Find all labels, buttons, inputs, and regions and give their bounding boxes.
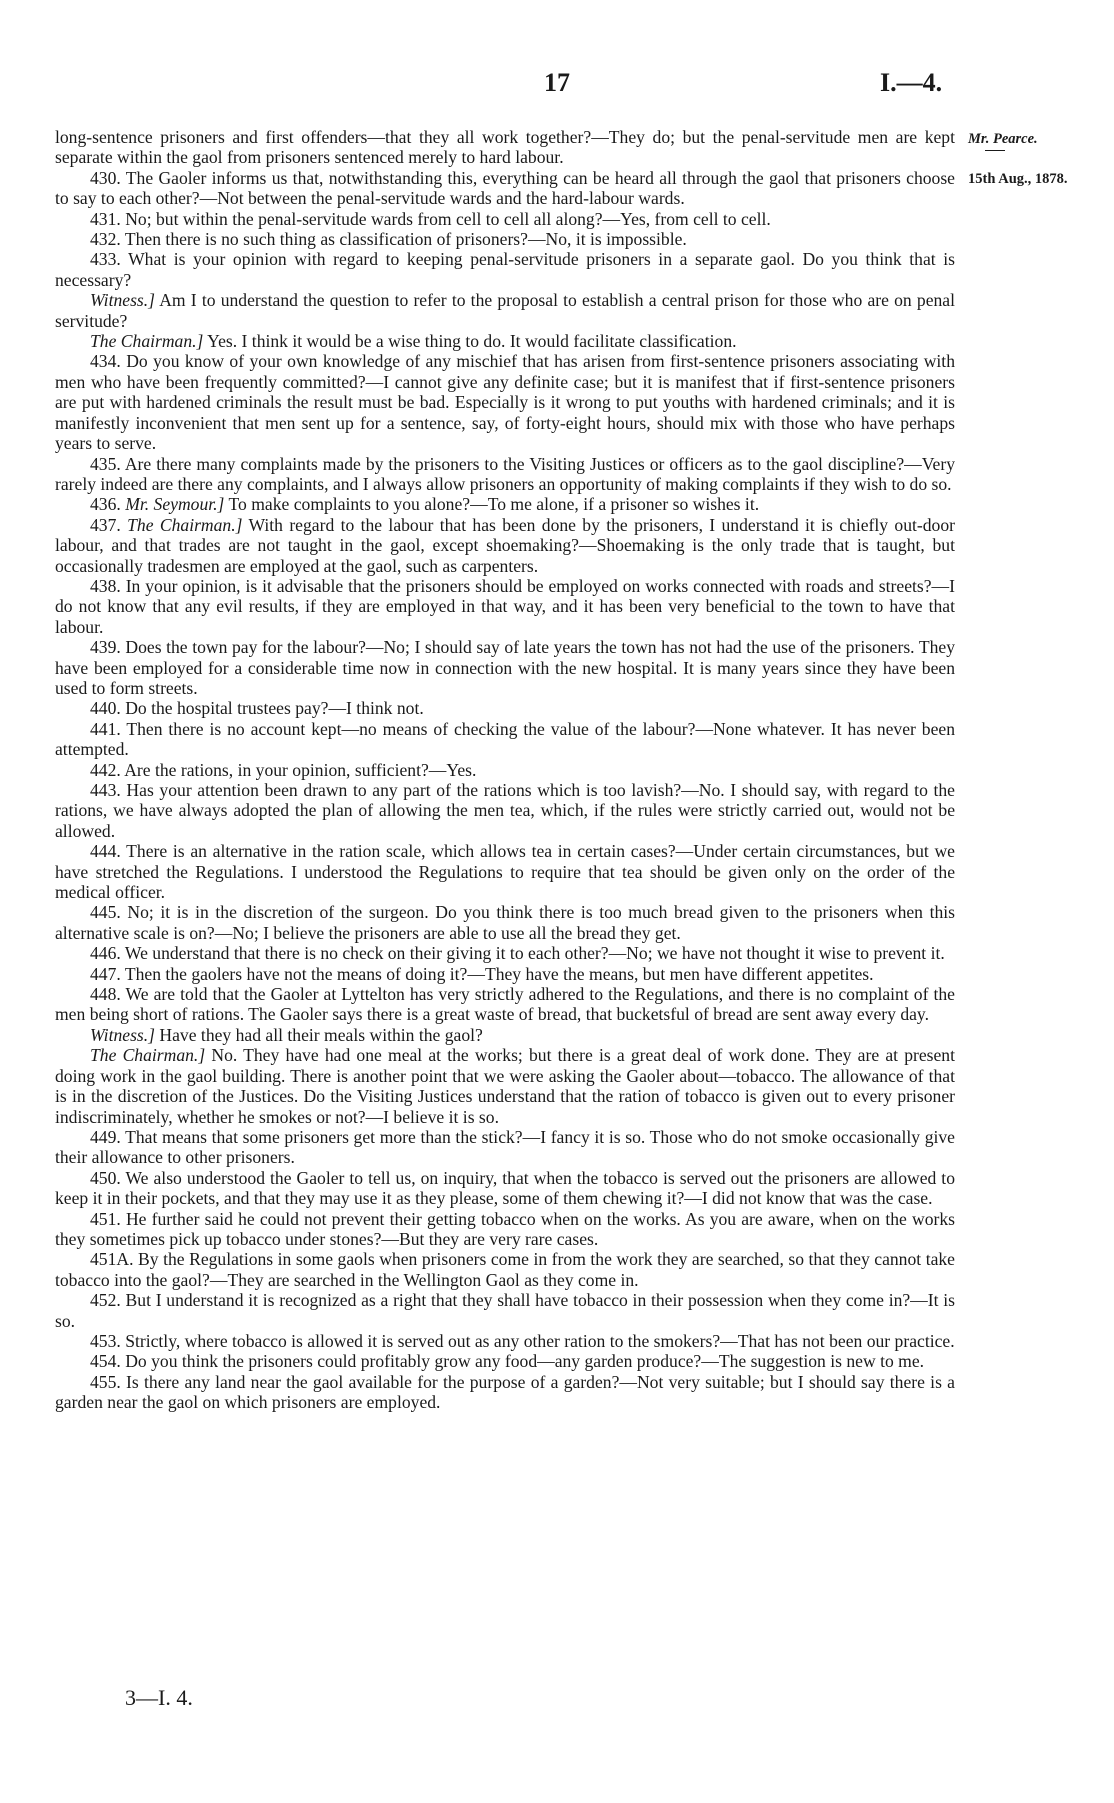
paragraph bbox=[55, 719, 955, 760]
margin-rule bbox=[985, 150, 1005, 151]
question-number: 445. bbox=[90, 902, 121, 923]
question-number: 454. bbox=[90, 1351, 121, 1372]
paragraph bbox=[55, 454, 955, 495]
question-number: 455. bbox=[90, 1371, 121, 1392]
paragraph bbox=[55, 494, 955, 514]
footer-signature-code: 3—I. 4. bbox=[125, 1685, 193, 1710]
document-code: I.—4. bbox=[880, 68, 943, 97]
speaker-label: The Chairman.] bbox=[127, 514, 243, 535]
paragraph-text: With regard to the labour that has been done by the prisoners, I understand it is chiefly out-door labour, and that trades are not taught in the gaol, except shoemaking?—Shoemaking is the only trade that is taught, but occasionally tradesmen are employed at the gaol, such as carpenters. bbox=[55, 514, 955, 576]
question-number: 437. bbox=[90, 514, 121, 535]
speaker-label: Witness.] bbox=[90, 1024, 156, 1045]
paragraph bbox=[55, 1209, 955, 1250]
question-number: 438. bbox=[90, 575, 121, 596]
paragraph-text: Am I to understand the question to refer to the proposal to establish a central prison for those who are on penal servitude? bbox=[55, 290, 955, 331]
paragraph-text: Have they had all their meals within the gaol? bbox=[155, 1024, 483, 1045]
paragraph bbox=[55, 1331, 955, 1351]
paragraph bbox=[55, 290, 955, 331]
paragraph bbox=[55, 964, 955, 984]
question-number: 433. bbox=[90, 249, 121, 270]
page-number: 17 bbox=[544, 68, 570, 97]
paragraph-text: Then the gaolers have not the means of doing it?—They have the means, but men have different appetites. bbox=[120, 963, 874, 984]
question-number: 430. bbox=[90, 167, 121, 188]
paragraph-text: Do the hospital trustees pay?—I think not. bbox=[120, 698, 424, 719]
paragraph-text: The Gaoler informs us that, notwithstanding this, everything can be heard all through the gaol that prisoners choose to say to each other?—Not between the penal-servitude wards and the hard-labour wards. bbox=[55, 167, 955, 209]
paragraph-text: That means that some prisoners get more than the stick?—I fancy it is so. Those who do not smoke occasionally give their allowance to other prisoners. bbox=[55, 1126, 955, 1168]
question-number: 448. bbox=[90, 984, 121, 1005]
paragraph-text: In your opinion, is it advisable that the prisoners should be employed on works connected with roads and streets?—I do not know that any evil results, if they are employed in that way, and it has been very beneficial to the town to have that labour. bbox=[55, 575, 955, 637]
paragraph bbox=[55, 1290, 955, 1331]
paragraph bbox=[55, 576, 955, 637]
paragraph bbox=[55, 637, 955, 698]
question-number: 431. bbox=[90, 208, 121, 229]
paragraph bbox=[55, 351, 955, 453]
question-number: 440. bbox=[90, 698, 121, 719]
paragraph-text: No; it is in the discretion of the surgeon. Do you think there is too much bread given to the prisoners when this alternative scale is on?—No; I believe the prisoners are able to use all the bread they get. bbox=[55, 902, 955, 943]
question-number: 441. bbox=[90, 718, 121, 739]
paragraph-text: No; but within the penal-servitude wards from cell to cell all along?—Yes, from cell to cell. bbox=[120, 208, 771, 229]
margin-date: 15th Aug., 1878. bbox=[968, 171, 1068, 187]
paragraph bbox=[55, 331, 955, 351]
paragraph bbox=[55, 209, 955, 229]
paragraph bbox=[55, 1045, 955, 1127]
question-number: 449. bbox=[90, 1126, 121, 1147]
paragraph-text: We also understood the Gaoler to tell us, on inquiry, that when the tobacco is served out the prisoners are allowed to keep it in their pockets, and that they may use it as they please, some of them chewing it?—I did not know that was the case. bbox=[55, 1167, 955, 1209]
paragraph-text: We are told that the Gaoler at Lyttelton has very strictly adhered to the Regulations, and there is no complaint of the men being short of rations. The Gaoler says there is a great waste of bread, that bucketsful of bread are sent away every day. bbox=[55, 984, 955, 1025]
paragraph bbox=[55, 229, 955, 249]
paragraph-text: Has your attention been drawn to any part of the rations which is too lavish?—No. I should say, with regard to the rations, we have always adopted the plan of allowing the men tea, which, if the rules were strictly carried out, would not be allowed. bbox=[55, 780, 955, 841]
paragraph-text: What is your opinion with regard to keeping penal-servitude prisoners in a separate gaol. Do you think that is necessary? bbox=[55, 249, 955, 290]
paragraph-text: Are the rations, in your opinion, sufficient?—Yes. bbox=[120, 759, 477, 780]
paragraph-text: Then there is no account kept—no means of checking the value of the labour?—None whatever. It has never been attempted. bbox=[55, 718, 955, 760]
paragraph bbox=[55, 515, 955, 576]
paragraph bbox=[55, 780, 955, 841]
question-number: 443. bbox=[90, 780, 121, 800]
paragraph-text: Is there any land near the gaol available for the purpose of a garden?—Not very suitable; but I should say there is a garden near the gaol on which prisoners are employed. bbox=[55, 1371, 955, 1413]
paragraph bbox=[55, 1249, 955, 1290]
paragraph bbox=[55, 1127, 955, 1168]
paragraph-text: To make complaints to you alone?—To me alone, if a prisoner so wishes it. bbox=[224, 494, 760, 515]
paragraph bbox=[55, 1372, 955, 1413]
paragraph bbox=[55, 1025, 955, 1045]
question-number: 447. bbox=[90, 963, 121, 984]
paragraph bbox=[55, 249, 955, 290]
paragraph bbox=[55, 984, 955, 1025]
paragraph-text: Strictly, where tobacco is allowed it is served out as any other ration to the smokers?—That has not been our practice. bbox=[120, 1330, 955, 1351]
paragraph-text: No. They have had one meal at the works; but there is a great deal of work done. They are at present doing work in the gaol building. There is another point that we were asking the Gaoler about—tobacco. The allowance of that is in the discretion of the Justices. Do the Visiting Justices understand that the ration of tobacco is given out to every prisoner indiscriminately, whether he smokes or not?—I believe it is so. bbox=[55, 1045, 955, 1127]
question-number: 432. bbox=[90, 229, 121, 250]
paragraph-text: Does the town pay for the labour?—No; I should say of late years the town has not had the use of the prisoners. They have been employed for a considerable time now in connection with the new hospital. It is many years since they have been used to form streets. bbox=[55, 637, 955, 698]
paragraph bbox=[55, 168, 955, 209]
speaker-label: The Chairman.] bbox=[90, 331, 204, 352]
paragraph-text: Do you know of your own knowledge of any mischief that has arisen from first-sentence prisoners associating with men who have been frequently committed?—I cannot give any definite case; but it is manifest that if first-sentence prisoners are put with hardened criminals the result must be bad. Especially is it wrong to put youths with hardened criminals; and it is manifestly inconvenient that men sent up for a sentence, say, of forty-eight hours, should mix with those who have perhaps years to serve. bbox=[55, 351, 955, 454]
question-number: 434. bbox=[90, 351, 121, 372]
question-number: 453. bbox=[90, 1330, 121, 1351]
question-number: 444. bbox=[90, 841, 121, 862]
paragraph-text: He further said he could not prevent their getting tobacco when on the works. As you are aware, when on the works they sometimes pick up tobacco under stones?—But they are very rare cases. bbox=[55, 1208, 955, 1249]
question-number: 452. bbox=[90, 1290, 121, 1311]
question-number: 450. bbox=[90, 1167, 121, 1188]
paragraph bbox=[55, 902, 955, 943]
body-text bbox=[55, 127, 955, 1413]
paragraph-text: We understand that there is no check on their giving it to each other?—No; we have not thought it wise to prevent it. bbox=[120, 943, 945, 964]
question-number: 439. bbox=[90, 637, 121, 658]
paragraph bbox=[55, 943, 955, 963]
paragraph bbox=[55, 698, 955, 718]
question-number: 435. bbox=[90, 453, 121, 474]
question-number: 451. bbox=[90, 1208, 121, 1229]
paragraph-text: Then there is no such thing as classification of prisoners?—No, it is impossible. bbox=[120, 229, 687, 250]
question-number: 442. bbox=[90, 759, 121, 780]
paragraph-text: Are there many complaints made by the prisoners to the Visiting Justices or officers as to the gaol discipline?—Very rarely indeed are there any complaints, and I always allow prisoners an opportunity of making complaints if they wish to do so. bbox=[55, 453, 955, 494]
paragraph-text: Do you think the prisoners could profitably grow any food—any garden produce?—The suggestion is new to me. bbox=[120, 1351, 925, 1372]
paragraph bbox=[55, 1351, 955, 1371]
speaker-label: Mr. Seymour.] bbox=[125, 494, 225, 515]
speaker-label: Witness.] bbox=[90, 290, 156, 311]
speaker-label: The Chairman.] bbox=[90, 1045, 206, 1066]
paragraph bbox=[55, 127, 955, 168]
paragraph-text: long-sentence prisoners and first offenders—that they all work together?—They do; but the penal-servitude men are kept separate within the gaol from prisoners sentenced merely to hard labour. bbox=[55, 127, 955, 168]
question-number: 446. bbox=[90, 943, 121, 964]
paragraph-text: But I understand it is recognized as a right that they shall have tobacco in their possession when they come in?—It is so. bbox=[55, 1290, 955, 1331]
margin-witness-name: Mr. Pearce. bbox=[968, 131, 1038, 147]
question-number: 436. bbox=[90, 494, 121, 515]
paragraph-text: By the Regulations in some gaols when prisoners come in from the work they are searched, so that they cannot take tobacco into the gaol?—They are searched in the Wellington Gaol as they come in. bbox=[55, 1249, 955, 1290]
paragraph bbox=[55, 841, 955, 902]
paragraph-text: Yes. I think it would be a wise thing to do. It would facilitate classification. bbox=[203, 331, 737, 352]
paragraph bbox=[55, 1168, 955, 1209]
paragraph-text: There is an alternative in the ration scale, which allows tea in certain cases?—Under certain circumstances, but we have stretched the Regulations. I understood the Regulations to require that tea should be given only on the order of the medical officer. bbox=[55, 841, 955, 903]
question-number: 451A. bbox=[90, 1249, 134, 1270]
paragraph bbox=[55, 760, 955, 780]
